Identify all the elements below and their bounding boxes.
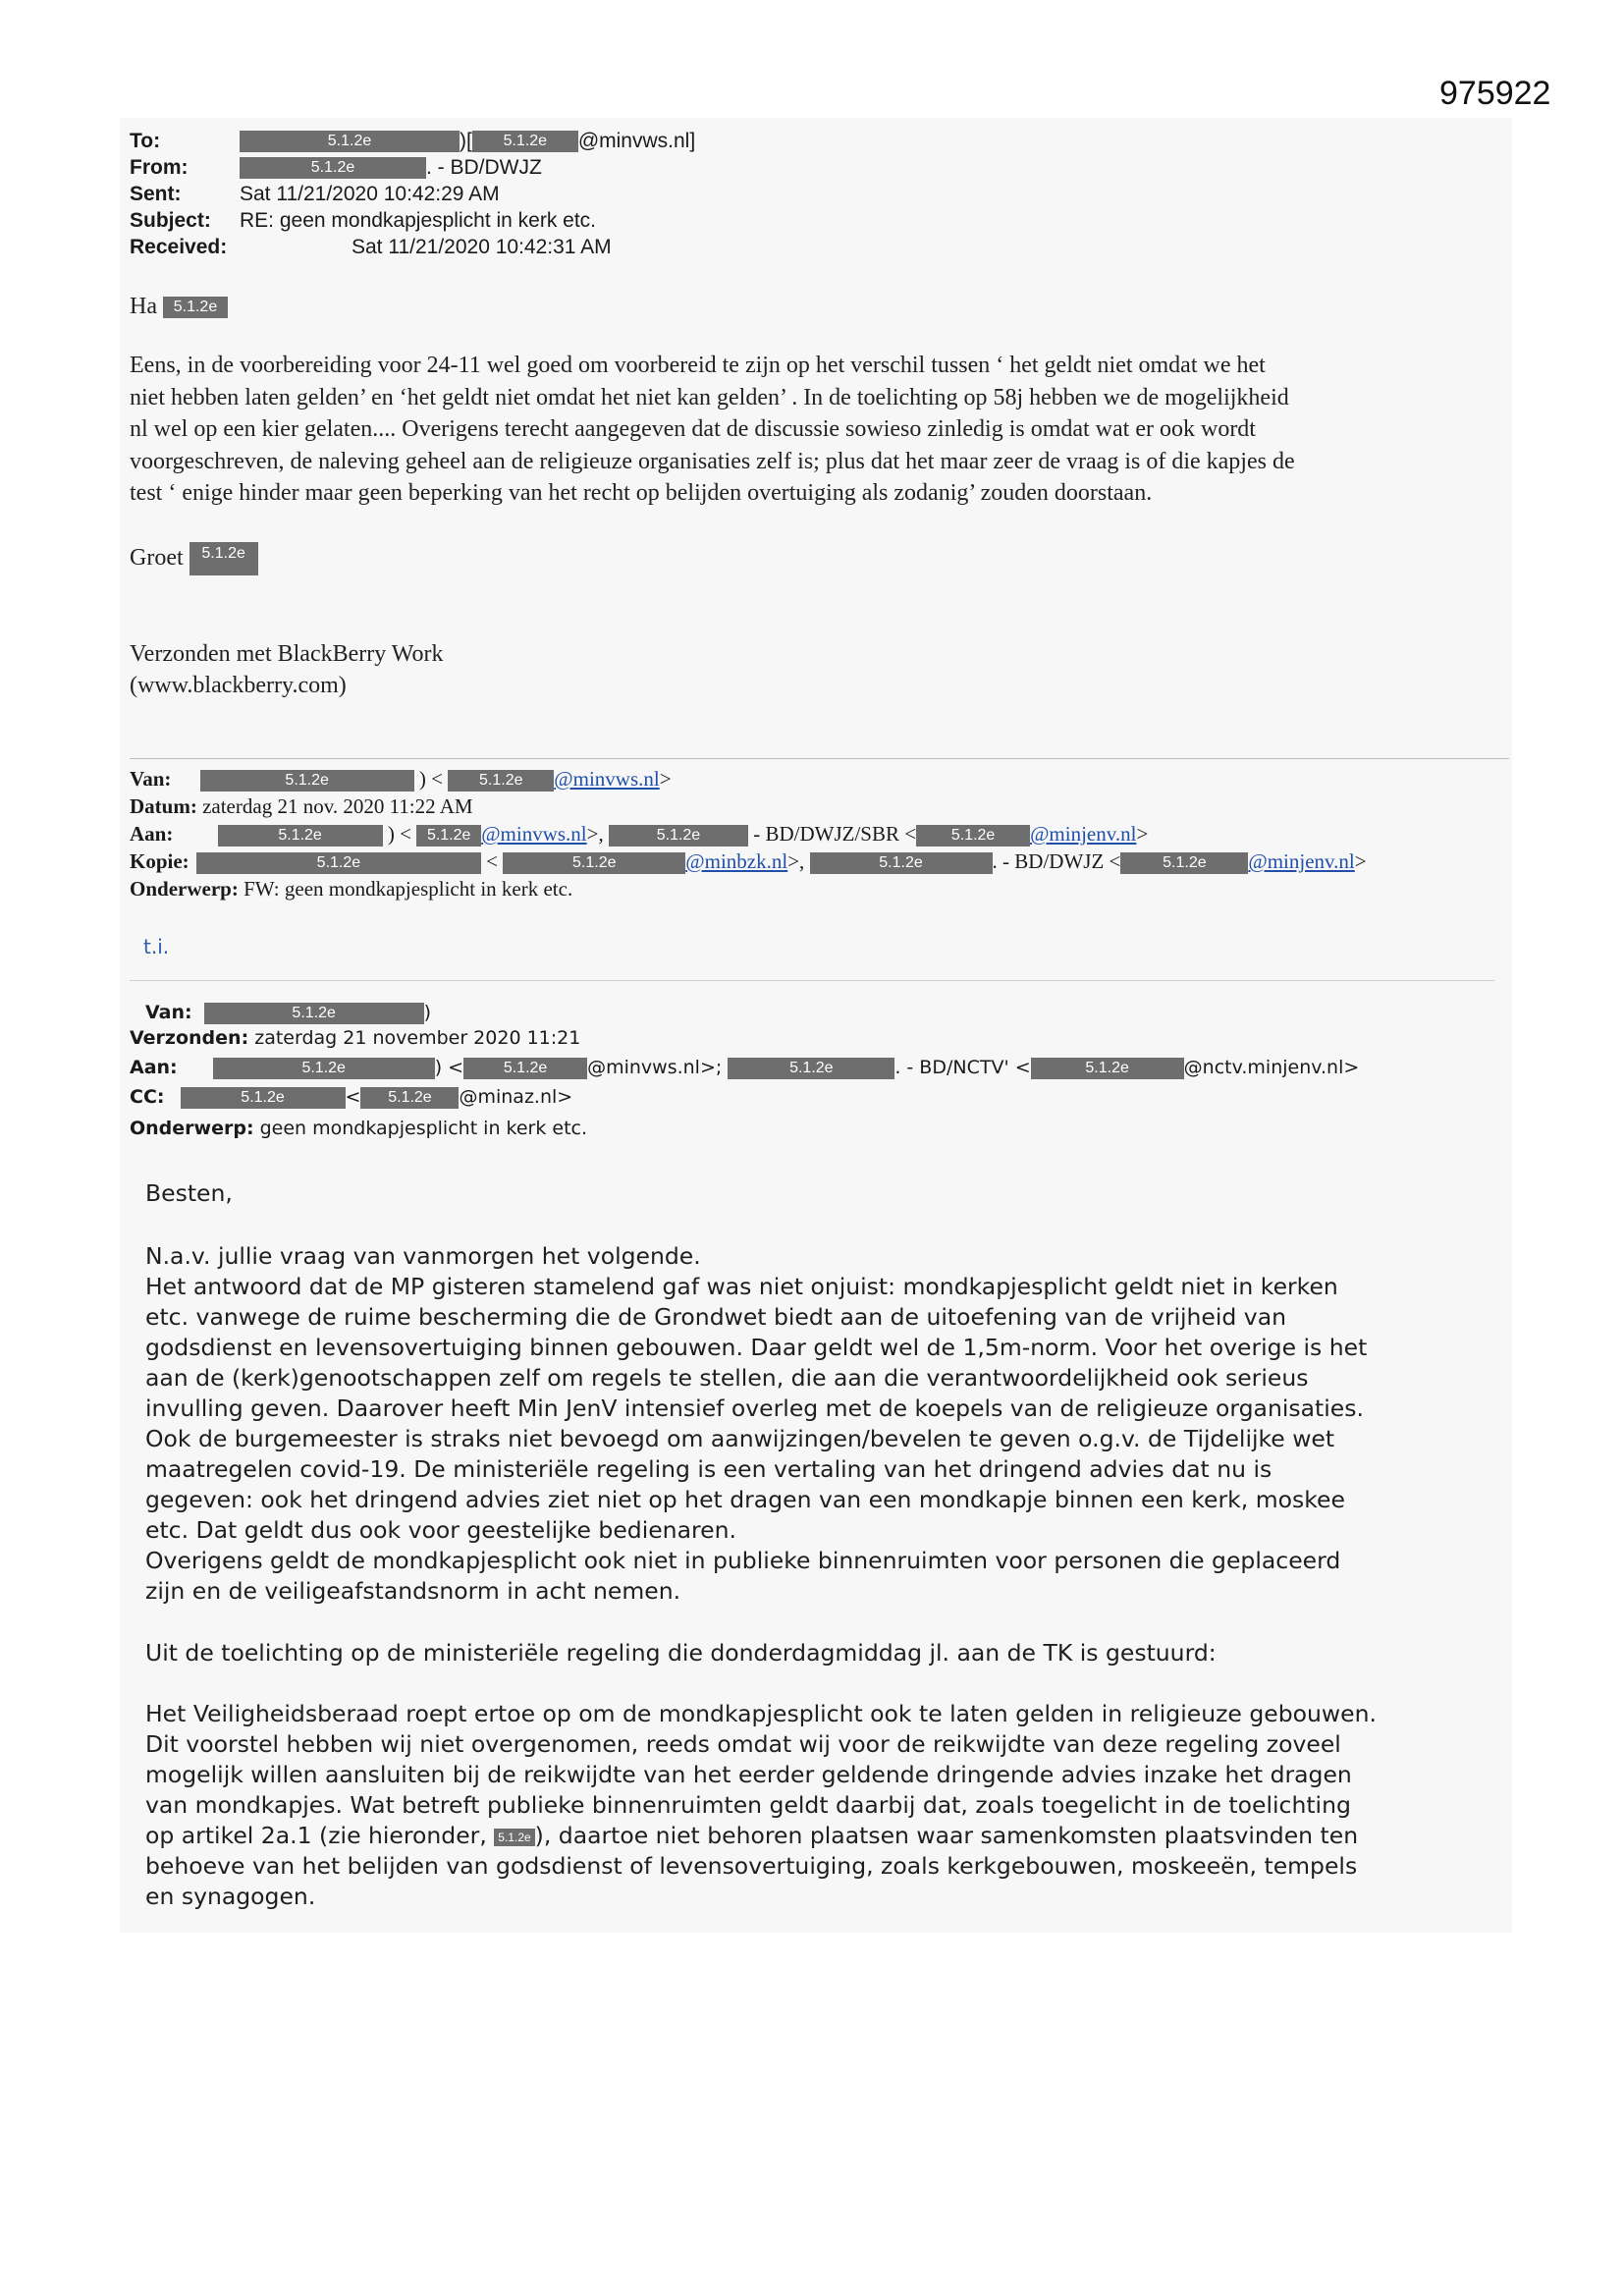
redaction-box: 5.1.2e bbox=[1120, 852, 1248, 874]
received-row bbox=[130, 234, 695, 260]
redaction-box: 5.1.2e bbox=[609, 825, 748, 847]
fwd-onderwerp-row: Onderwerp: FW: geen mondkapjesplicht in kerk etc. bbox=[130, 877, 573, 901]
document-number: 975922 bbox=[1439, 75, 1551, 112]
divider bbox=[130, 758, 1509, 759]
redaction-box: 5.1.2e bbox=[463, 1058, 587, 1079]
signature-line-2: (www.blackberry.com) bbox=[130, 673, 347, 698]
sent-value: Sat 11/21/2020 10:42:29 AM bbox=[240, 183, 500, 205]
email-link[interactable]: @minjenv.nl bbox=[1248, 849, 1355, 873]
redaction-box: 5.1.2e bbox=[218, 825, 383, 847]
reply-greeting: Ha 5.1.2e bbox=[130, 291, 228, 322]
reply-body: Eens, in de voorbereiding voor 24-11 wel goed om voorbereid te zijn op het verschil tussen ‘ het geldt niet omdat we het niet hebben laten gelden’ en ‘het geldt niet omdat het niet kan gelden’ . In de toelichting op 58j hebben we de mogelijkheid nl wel op een kier gelaten.... Overigens terecht aangegeven dat de discussie sowieso zinledig is omdat wat er ook wordt voorgeschreven, de naleving geheel aan de religieuze organisaties zelf is; plus dat het maar zeer de vraag is of die kapjes de test ‘ enige hinder maar geen beperking van het recht op belijden overtuiging als zodanig’ zouden doorstaan. bbox=[130, 353, 1295, 506]
redaction-box: 5.1.2e bbox=[472, 131, 578, 152]
redaction-box: 5.1.2e bbox=[494, 1829, 534, 1846]
email-link[interactable]: @minvws.nl bbox=[554, 767, 660, 791]
orig-onderwerp-row: Onderwerp: geen mondkapjesplicht in kerk etc. bbox=[130, 1118, 588, 1139]
fwd-kopie-row: Kopie: 5.1.2e < 5.1.2e @minbzk.nl>, 5.1.2e . - BD/DWJZ < 5.1.2e @minjenv.nl> bbox=[130, 849, 1367, 873]
orig-verzonden-row: Verzonden: zaterdag 21 november 2020 11:21 bbox=[130, 1027, 581, 1049]
from-row bbox=[130, 154, 695, 181]
redaction-box: 5.1.2e bbox=[416, 825, 481, 847]
original-paragraph-3: Het Veiligheidsberaad roept ertoe op om de mondkapjesplicht ook te laten gelden in religieuze gebouwen. Dit voorstel hebben wij niet overgenomen, reeds omdat wij voor de reikwijdte van deze regeling zoveel mogelijk willen aansluiten bij de reikwijdte van het eerder geldende dringende advies inzake het dragen van mondkapjes. Wat betreft publieke binnenruimten geldt daarbij dat, zoals toegelicht in de toelichting op artikel 2a.1 (zie hieronder, 5.1.2e ), daartoe niet behoren plaatsen waar samenkomsten plaatsvinden ten behoeve van het belijden van godsdienst of levensovertuiging, zoals kerkgebouwen, moskeeën, tempels en synagogen. bbox=[145, 1700, 1377, 1910]
fwd-van-row: Van: 5.1.2e ) < 5.1.2e @minvws.nl> bbox=[130, 767, 672, 791]
fwd-datum-row: Datum: zaterdag 21 nov. 2020 11:22 AM bbox=[130, 794, 473, 818]
email-header bbox=[130, 128, 695, 260]
redaction-box: 5.1.2e bbox=[1031, 1058, 1184, 1079]
orig-aan-row: Aan: 5.1.2e ) < 5.1.2e @minvws.nl>; 5.1.2e . - BD/NCTV' < 5.1.2e @nctv.minjenv.nl> bbox=[130, 1057, 1360, 1078]
received-value: Sat 11/21/2020 10:42:31 AM bbox=[352, 236, 612, 258]
redaction-box: 5.1.2e bbox=[360, 1087, 459, 1109]
redaction-box: 5.1.2e bbox=[240, 157, 426, 179]
redaction-box: 5.1.2e bbox=[916, 825, 1030, 847]
sent-label: Sent: bbox=[130, 183, 182, 205]
orig-cc-row: CC: 5.1.2e < 5.1.2e @minaz.nl> bbox=[130, 1086, 573, 1108]
to-row: To: 5.1.2e )[ 5.1.2e @minvws.nl] bbox=[130, 130, 696, 152]
redaction-box: 5.1.2e bbox=[728, 1058, 894, 1079]
subject-label: Subject: bbox=[130, 209, 211, 232]
sent-row bbox=[130, 181, 695, 207]
received-label: Received: bbox=[130, 236, 228, 258]
redaction-box: 5.1.2e bbox=[240, 131, 460, 152]
email-link[interactable]: @minjenv.nl bbox=[1030, 822, 1137, 846]
to-domain: @minvws.nl] bbox=[577, 130, 696, 152]
reply-closing: Groet 5.1.2e bbox=[130, 542, 258, 575]
subject-row bbox=[130, 207, 695, 234]
forward-note: t.i. bbox=[143, 935, 170, 958]
redaction-box: 5.1.2e bbox=[163, 297, 228, 318]
redaction-box: 5.1.2e bbox=[181, 1087, 346, 1109]
redaction-box: 5.1.2e bbox=[810, 852, 993, 874]
orig-van-row: Van: 5.1.2e ) bbox=[145, 1002, 432, 1023]
from-label: From: bbox=[130, 156, 189, 179]
email-link[interactable]: @minvws.nl bbox=[481, 822, 587, 846]
redaction-box: 5.1.2e bbox=[189, 542, 258, 575]
signature-line-1: Verzonden met BlackBerry Work bbox=[130, 641, 444, 667]
original-paragraph-2: Uit de toelichting op de ministeriële regeling die donderdagmiddag jl. aan de TK is gestuurd: bbox=[145, 1639, 1217, 1667]
email-link[interactable]: @minbzk.nl bbox=[685, 849, 788, 873]
original-paragraph-1: N.a.v. jullie vraag van vanmorgen het volgende. Het antwoord dat de MP gisteren stamelend gaf was niet onjuist: mondkapjesplicht geldt niet in kerken etc. vanwege de ruime bescherming die de Grondwet biedt aan de uitoefening van de vrijheid van godsdienst en levensovertuiging binnen gebouwen. Daar geldt wel de 1,5m-norm. Voor het overige is het aan de (kerk)genootschappen zelf om regels te stellen, die aan die verantwoordelijkheid ook serieus invulling geven. Daarover heeft Min JenV intensief overleg met de koepels van de religieuze organisaties. Ook de burgemeester is straks niet bevoegd om aanwijzingen/bevelen te geven o.g.v. de Tijdelijke wet maatregelen covid-19. De ministeriële regeling is een vertaling van het dringend advies dat nu is gegeven: ook het dringend advies ziet niet op het dragen van een mondkapje binnen een kerk, moskee etc. Dat geldt dus ook voor geestelijke bedienaren. Overigens geldt de mondkapjesplicht ook niet in publieke binnenruimten voor personen die geplaceerd zijn en de veiligeafstandsnorm in acht nemen. bbox=[145, 1242, 1368, 1605]
original-salutation: Besten, bbox=[145, 1179, 233, 1207]
subject-value: RE: geen mondkapjesplicht in kerk etc. bbox=[240, 209, 597, 232]
redaction-box: 5.1.2e bbox=[503, 852, 685, 874]
redaction-box: 5.1.2e bbox=[213, 1058, 435, 1079]
redaction-box: 5.1.2e bbox=[204, 1003, 424, 1024]
redaction-box: 5.1.2e bbox=[200, 770, 414, 792]
fwd-aan-row: Aan: 5.1.2e ) < 5.1.2e @minvws.nl>, 5.1.2e - BD/DWJZ/SBR < 5.1.2e @minjenv.nl> bbox=[130, 822, 1149, 846]
redaction-box: 5.1.2e bbox=[196, 852, 481, 874]
divider bbox=[130, 980, 1494, 981]
from-suffix: . - BD/DWJZ bbox=[426, 156, 542, 179]
to-label: To: bbox=[130, 130, 161, 152]
redaction-box: 5.1.2e bbox=[448, 770, 554, 792]
